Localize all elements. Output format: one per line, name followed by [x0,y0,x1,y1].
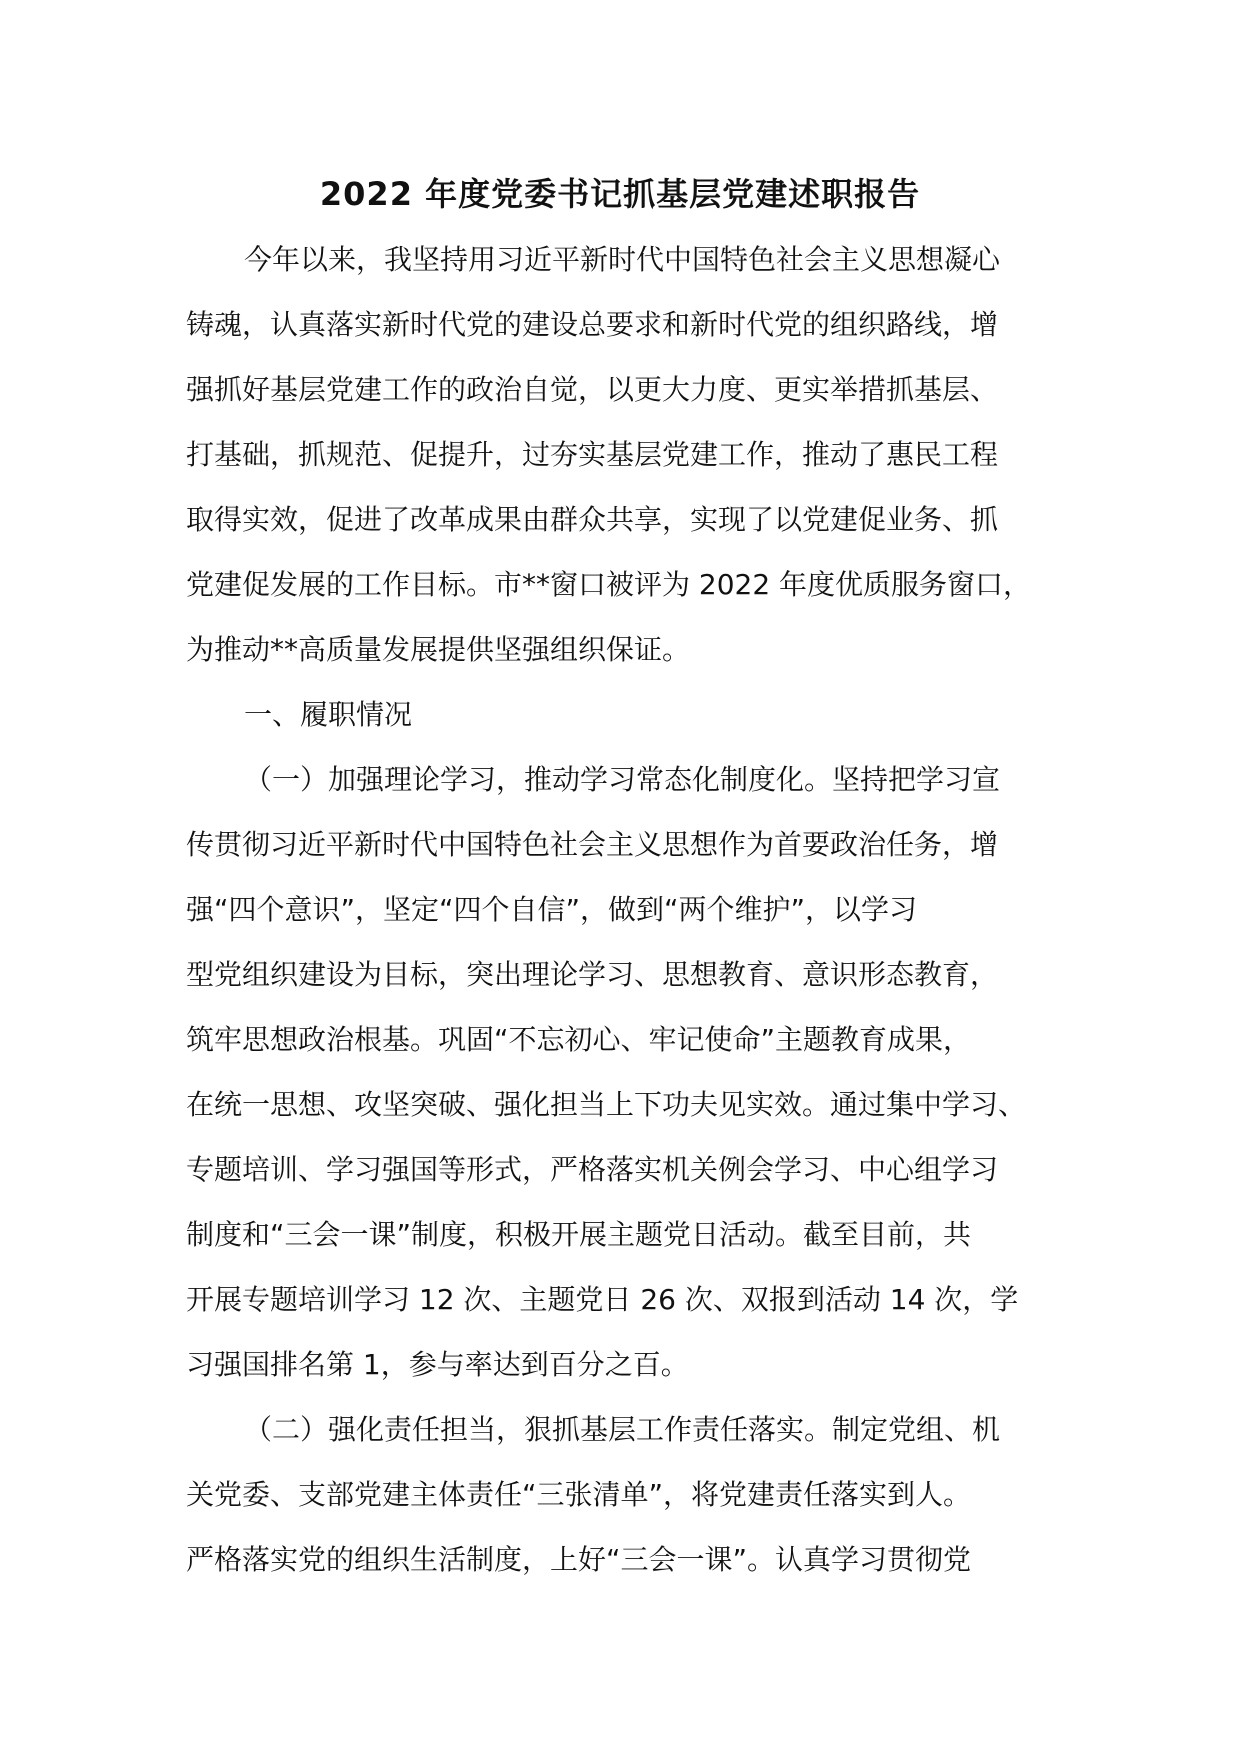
paragraph-line: 取得实效，促进了改革成果由群众共享，实现了以党建促业务、抓 [186,503,999,536]
paragraph-line: 铸魂，认真落实新时代党的建设总要求和新时代党的组织路线，增 [186,308,999,341]
paragraph-line: 专题培训、学习强国等形式，严格落实机关例会学习、中心组学习 [186,1153,999,1186]
document-body [186,238,1066,1603]
paragraph-line: 型党组织建设为目标，突出理论学习、思想教育、意识形态教育， [186,958,999,991]
paragraph-line: 打基础，抓规范、促提升，过夯实基层党建工作，推动了惠民工程 [186,438,999,471]
paragraph-line: 强“四个意识”，坚定“四个自信”，做到“两个维护”，以学习 [186,893,918,926]
paragraph-line: （二）强化责任担当，狠抓基层工作责任落实。制定党组、机 [244,1413,1001,1446]
paragraph-line: 为推动**高质量发展提供坚强组织保证。 [186,633,691,666]
paragraph-line: 制度和“三会一课”制度，积极开展主题党日活动。截至目前，共 [186,1218,972,1251]
paragraph-line: 党建促发展的工作目标。市**窗口被评为 2022 年度优质服务窗口， [186,568,1032,601]
paragraph-line: 在统一思想、攻坚突破、强化担当上下功夫见实效。通过集中学习、 [186,1088,1027,1121]
paragraph-line: 关党委、支部党建主体责任“三张清单”，将党建责任落实到人。 [186,1478,972,1511]
paragraph-line: （一）加强理论学习，推动学习常态化制度化。坚持把学习宣 [244,763,1001,796]
paragraph-line: 今年以来，我坚持用习近平新时代中国特色社会主义思想凝心 [244,243,1001,276]
document-title: 2022 年度党委书记抓基层党建述职报告 [319,175,921,213]
paragraph-line: 开展专题培训学习 12 次、主题党日 26 次、双报到活动 14 次，学 [186,1283,1019,1316]
paragraph-line: 强抓好基层党建工作的政治自觉，以更大力度、更实举措抓基层、 [186,373,999,406]
paragraph-line: 严格落实党的组织生活制度，上好“三会一课”。认真学习贯彻党 [186,1543,972,1576]
paragraph-line: 筑牢思想政治根基。巩固“不忘初心、牢记使命”主题教育成果， [186,1023,972,1056]
paragraph-line: 传贯彻习近平新时代中国特色社会主义思想作为首要政治任务，增 [186,828,999,861]
section-heading: 一、履职情况 [244,698,413,731]
paragraph-line: 习强国排名第 1，参与率达到百分之百。 [186,1348,689,1381]
